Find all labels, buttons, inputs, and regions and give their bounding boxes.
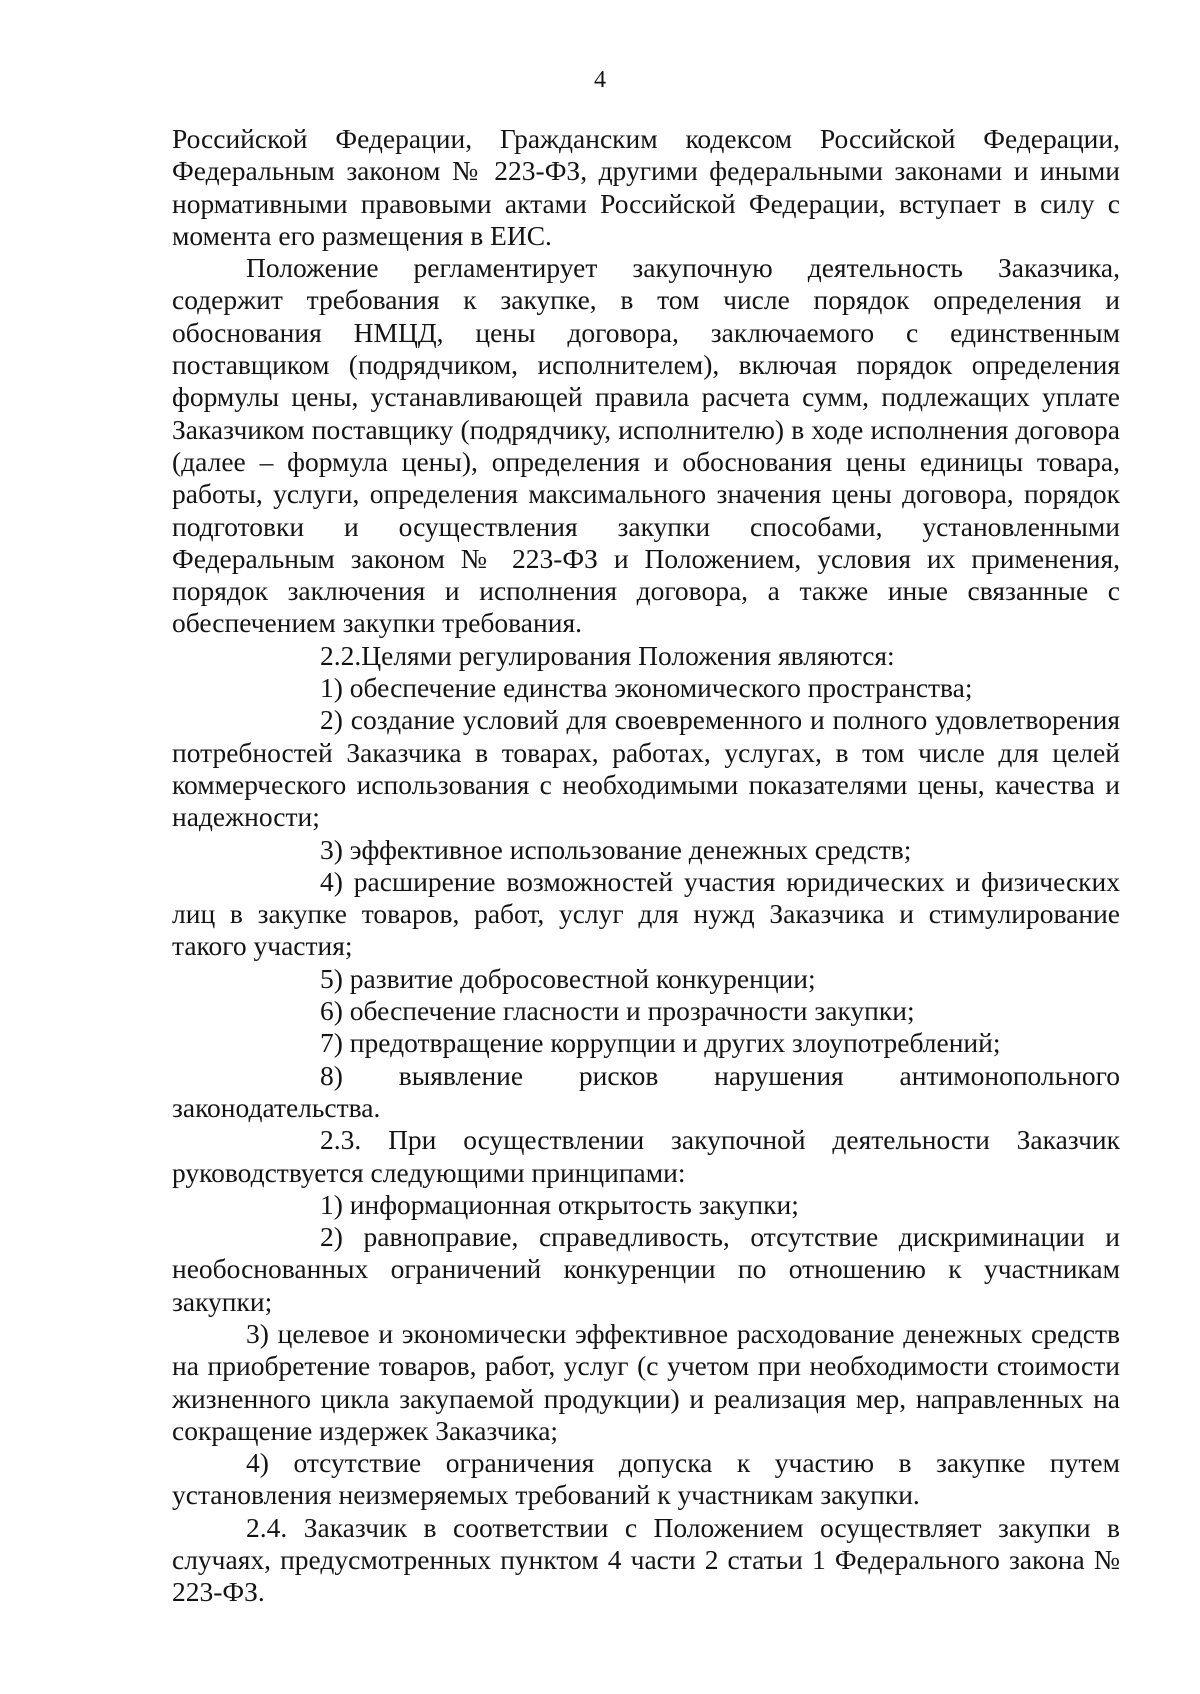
item-text: развитие добросовестной конкуренции; — [349, 962, 816, 994]
item-text: информационная открытость закупки; — [349, 1188, 799, 1220]
list-item — [172, 995, 1120, 1027]
item-text: создание условий для своевременного и полного удовлетворения потребностей Заказчика в товарах, работах, услугах, в том числе для целей коммерческого использования с необходимыми показателями цены, качества и надежности; — [172, 704, 1121, 833]
list-item — [172, 1060, 1120, 1125]
item-text: отсутствие ограничения допуска к участию в закупке путем установления неизмеряемых требований к участникам закупки. — [172, 1447, 1120, 1511]
page-number: 4 — [594, 67, 606, 93]
section-text: Целями регулирования Положения являются: — [361, 639, 895, 671]
list-item — [172, 1447, 1120, 1512]
item-text: предотвращение коррупции и других злоупотреблений; — [349, 1027, 1001, 1059]
item-text: обеспечение единства экономического пространства; — [349, 672, 973, 704]
item-number: 1) — [320, 672, 343, 704]
list-item — [172, 834, 1120, 866]
item-number: 7) — [320, 1027, 343, 1059]
paragraph-regulation-scope: Положение регламентирует закупочную деятельность Заказчика, содержит требования к закупке, в том числе порядок определения и обоснования НМЦД, цены договора, заключаемого с единственным поставщиком (подрядчиком, исполнителем), включая порядок определения формулы цены, устанавливающей правила расчета сумм, подлежащих уплате Заказчиком поставщику (подрядчику, исполнителю) в ходе исполнения договора (далее – формула цены), определения и обоснования цены единицы товара, работы, услуги, определения максимального значения цены договора, порядок подготовки и осуществления закупки способами, установленными Федеральным законом № 223-ФЗ и Положением, условия их применения, порядок заключения и исполнения договора, а также иные связанные с обеспечением закупки требования. — [172, 252, 1120, 639]
item-number: 2) — [320, 1221, 343, 1253]
item-number: 1) — [320, 1188, 343, 1220]
item-text: целевое и экономически эффективное расходование денежных средств на приобретение товаров, работ, услуг (с учетом при необходимости стоимости жизненного цикла закупаемой продукции) и реализация мер, направленных на сокращение издержек Заказчика; — [172, 1317, 1121, 1446]
section-2-4-paragraph — [172, 1512, 1120, 1609]
item-number: 8) — [320, 1059, 343, 1091]
list-item — [172, 1027, 1120, 1059]
section-text: При осуществлении закупочной деятельности Заказчик руководствуется следующими принципами: — [172, 1124, 1120, 1188]
list-item — [172, 1189, 1120, 1221]
item-text: равноправие, справедливость, отсутствие дискриминации и необоснованных ограничений конкуренции по отношению к участникам закупки; — [172, 1221, 1120, 1317]
item-number: 2) — [320, 704, 343, 736]
item-number: 4) — [246, 1447, 269, 1479]
item-number: 6) — [320, 995, 343, 1027]
section-text: Заказчик в соответствии с Положением осуществляет закупки в случаях, предусмотренных пунктом 4 части 2 статьи 1 Федерального закона № 223-ФЗ. — [172, 1511, 1120, 1608]
item-number: 5) — [320, 962, 343, 994]
section-number: 2.2. — [320, 639, 362, 671]
list-item — [172, 704, 1120, 833]
list-item — [172, 866, 1120, 963]
section-number: 2.3. — [320, 1124, 362, 1156]
item-number: 3) — [246, 1317, 269, 1349]
item-number: 3) — [320, 833, 343, 865]
item-number: 4) — [320, 865, 343, 897]
list-item — [172, 963, 1120, 995]
section-2-3-heading — [172, 1124, 1120, 1189]
section-number: 2.4. — [246, 1511, 288, 1543]
item-text: расширение возможностей участия юридических и физических лиц в закупке товаров, работ, услуг для нужд Заказчика и стимулирование такого участия; — [172, 865, 1121, 962]
item-text: эффективное использование денежных средств; — [349, 833, 912, 865]
item-text: обеспечение гласности и прозрачности закупки; — [349, 995, 915, 1027]
list-item — [172, 672, 1120, 704]
list-item — [172, 1221, 1120, 1318]
document-body — [172, 123, 1120, 1609]
list-item — [172, 1318, 1120, 1447]
section-2-2-heading — [172, 640, 1120, 672]
item-text: выявление рисков нарушения антимонопольного законодательства. — [172, 1059, 1120, 1123]
paragraph-continuation: Российской Федерации, Гражданским кодексом Российской Федерации, Федеральным законом № 223-ФЗ, другими федеральными законами и иными нормативными правовыми актами Российской Федерации, вступает в силу с момента его размещения в ЕИС. — [172, 123, 1120, 251]
